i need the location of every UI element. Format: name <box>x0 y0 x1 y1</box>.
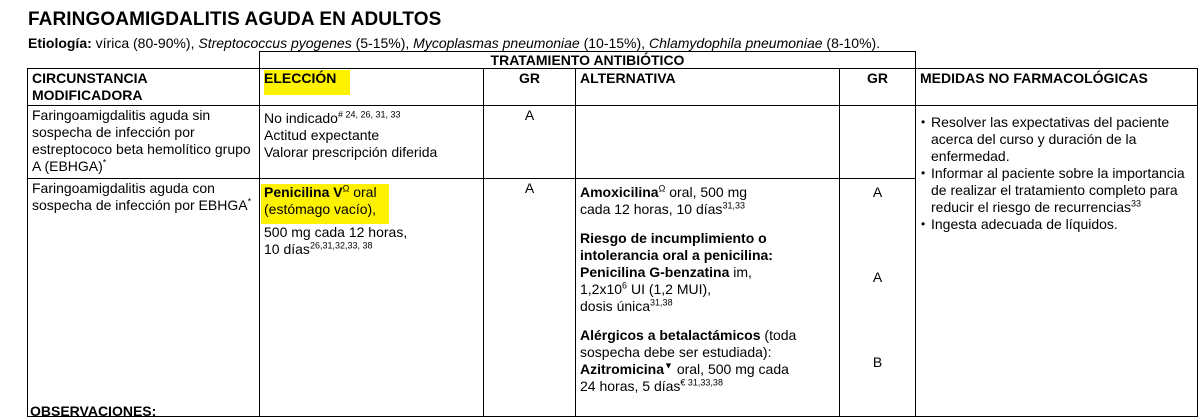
row2-circunstancia <box>28 179 260 417</box>
alt1-line2: cada 12 horas, 10 días <box>580 201 723 217</box>
alt3-gr: B <box>872 354 883 370</box>
header-gr: GR <box>484 69 576 106</box>
alt2-text: im, <box>729 264 752 280</box>
observaciones-heading: OBSERVACIONES: <box>30 403 157 419</box>
row2-el-drug-sup: Ω <box>342 183 350 194</box>
alt3-drug: Azitromicina <box>580 361 665 377</box>
blank-cell <box>916 52 1198 69</box>
alt2-dose: 1,2x10 <box>580 281 623 297</box>
alt2-dose-unit: UI (1,2 MUI), <box>627 281 712 297</box>
header-alternativa: ALTERNATIVA <box>576 69 840 106</box>
row2-el-line2: (estómago vacío), <box>264 201 377 217</box>
alt1-sup: Ω <box>658 183 666 194</box>
header-eleccion-label: ELECCIÓN <box>264 70 350 95</box>
medidas-list <box>920 114 1193 233</box>
alt3-heading: Alérgicos a betalactámicos <box>580 327 761 343</box>
alt3-ref: € 31,33,38 <box>680 377 723 388</box>
row2-el-line4: 10 días <box>264 241 310 257</box>
alt2-gr: A <box>872 269 883 285</box>
header-medidas: MEDIDAS NO FARMACOLÓGICAS <box>916 69 1198 106</box>
alt2-line3: dosis única <box>580 298 651 314</box>
row2-el-drug: Penicilina V <box>264 184 343 200</box>
alt2-ref: 31,38 <box>650 297 673 308</box>
row2-circ-text: Faringoamigdalitis aguda con sospecha de infección por EBHGA <box>32 180 248 213</box>
row2-el-ref: 26,31,32,33, 38 <box>309 240 373 251</box>
alt1-text: oral, 500 mg <box>665 184 748 200</box>
row1-el-ref: # 24, 26, 31, 33 <box>337 109 401 120</box>
medidas-cell <box>916 106 1198 417</box>
group-header: TRATAMIENTO ANTIBIÓTICO <box>260 52 916 69</box>
row1-alternativa <box>576 106 840 179</box>
medidas-ref: 33 <box>1130 198 1141 209</box>
etiology-text: vírica (80-90%), <box>91 35 199 51</box>
row2-circ-mark: * <box>247 196 252 207</box>
blank-cell <box>28 52 260 69</box>
alt1-ref: 31,33 <box>722 200 745 211</box>
alt3-drug-text: oral, 500 mg cada <box>672 361 789 377</box>
alt2-exp: 6 <box>622 280 628 291</box>
etiology-line <box>28 35 880 51</box>
etiology-organism: Mycoplasmas pneumoniae <box>413 35 580 51</box>
alt3-line2: 24 horas, 5 días <box>580 378 681 394</box>
row2-eleccion <box>260 179 484 417</box>
header-circunstancia: CIRCUNSTANCIA MODIFICADORA <box>28 69 260 106</box>
medidas-item <box>931 114 1193 165</box>
row1-circunstancia <box>28 106 260 179</box>
row1-circ-text: Faringoamigdalitis aguda sin sospecha de infección por estreptococo beta hemolítico grupo A (EBHGA) <box>32 107 251 174</box>
etiology-text: (8-10%). <box>822 35 881 51</box>
alt1-gr: A <box>872 184 883 200</box>
etiology-label: Etiología: <box>28 35 92 51</box>
etiology-organism: Chlamydophila pneumoniae <box>648 35 823 51</box>
page-title: FARINGOAMIGDALITIS AGUDA EN ADULTOS <box>28 9 442 30</box>
medidas-item-text: Informar al paciente sobre la importancia de realizar el tratamiento completo para reducir el riesgo de recurrencias <box>931 165 1185 215</box>
row1-gr: A <box>484 106 576 179</box>
etiology-text: (5-15%), <box>351 35 414 51</box>
row1-el-line3: Valorar prescripción diferida <box>264 144 438 160</box>
row2-alternativa <box>576 179 840 417</box>
row1-el-line2: Actitud expectante <box>264 127 380 143</box>
alt1-drug: Amoxicilina <box>580 184 659 200</box>
row2-el-highlight <box>261 184 389 224</box>
etiology-organism: Streptococcus pyogenes <box>198 35 352 51</box>
treatment-table <box>27 51 1198 417</box>
medidas-item <box>931 165 1193 216</box>
row2-el-route: oral <box>349 184 377 200</box>
row1-el-line1: No indicado <box>264 110 338 126</box>
header-gr-alt: GR <box>840 69 916 106</box>
row1-gr-alt <box>840 106 916 179</box>
alt2-drug: Penicilina G-benzatina <box>580 264 730 280</box>
row1-circ-mark: * <box>102 157 107 168</box>
alt3-text: (toda sospecha debe ser estudiada): <box>580 327 797 360</box>
alt2-heading: Riesgo de incumplimiento o intolerancia oral a penicilina: <box>580 230 773 263</box>
header-eleccion <box>260 69 484 106</box>
row2-gr: A <box>484 179 576 417</box>
black-triangle-icon: ▼ <box>664 360 673 371</box>
row2-gr-alt <box>840 179 916 417</box>
row2-el-line3: 500 mg cada 12 horas, <box>264 224 408 240</box>
medidas-item <box>931 216 1193 233</box>
etiology-text: (10-15%), <box>579 35 649 51</box>
medidas-item-text: Resolver las expectativas del paciente acerca del curso y duración de la enfermedad. <box>931 114 1170 164</box>
medidas-item-text: Ingesta adecuada de líquidos. <box>931 216 1118 232</box>
row1-eleccion <box>260 106 484 179</box>
